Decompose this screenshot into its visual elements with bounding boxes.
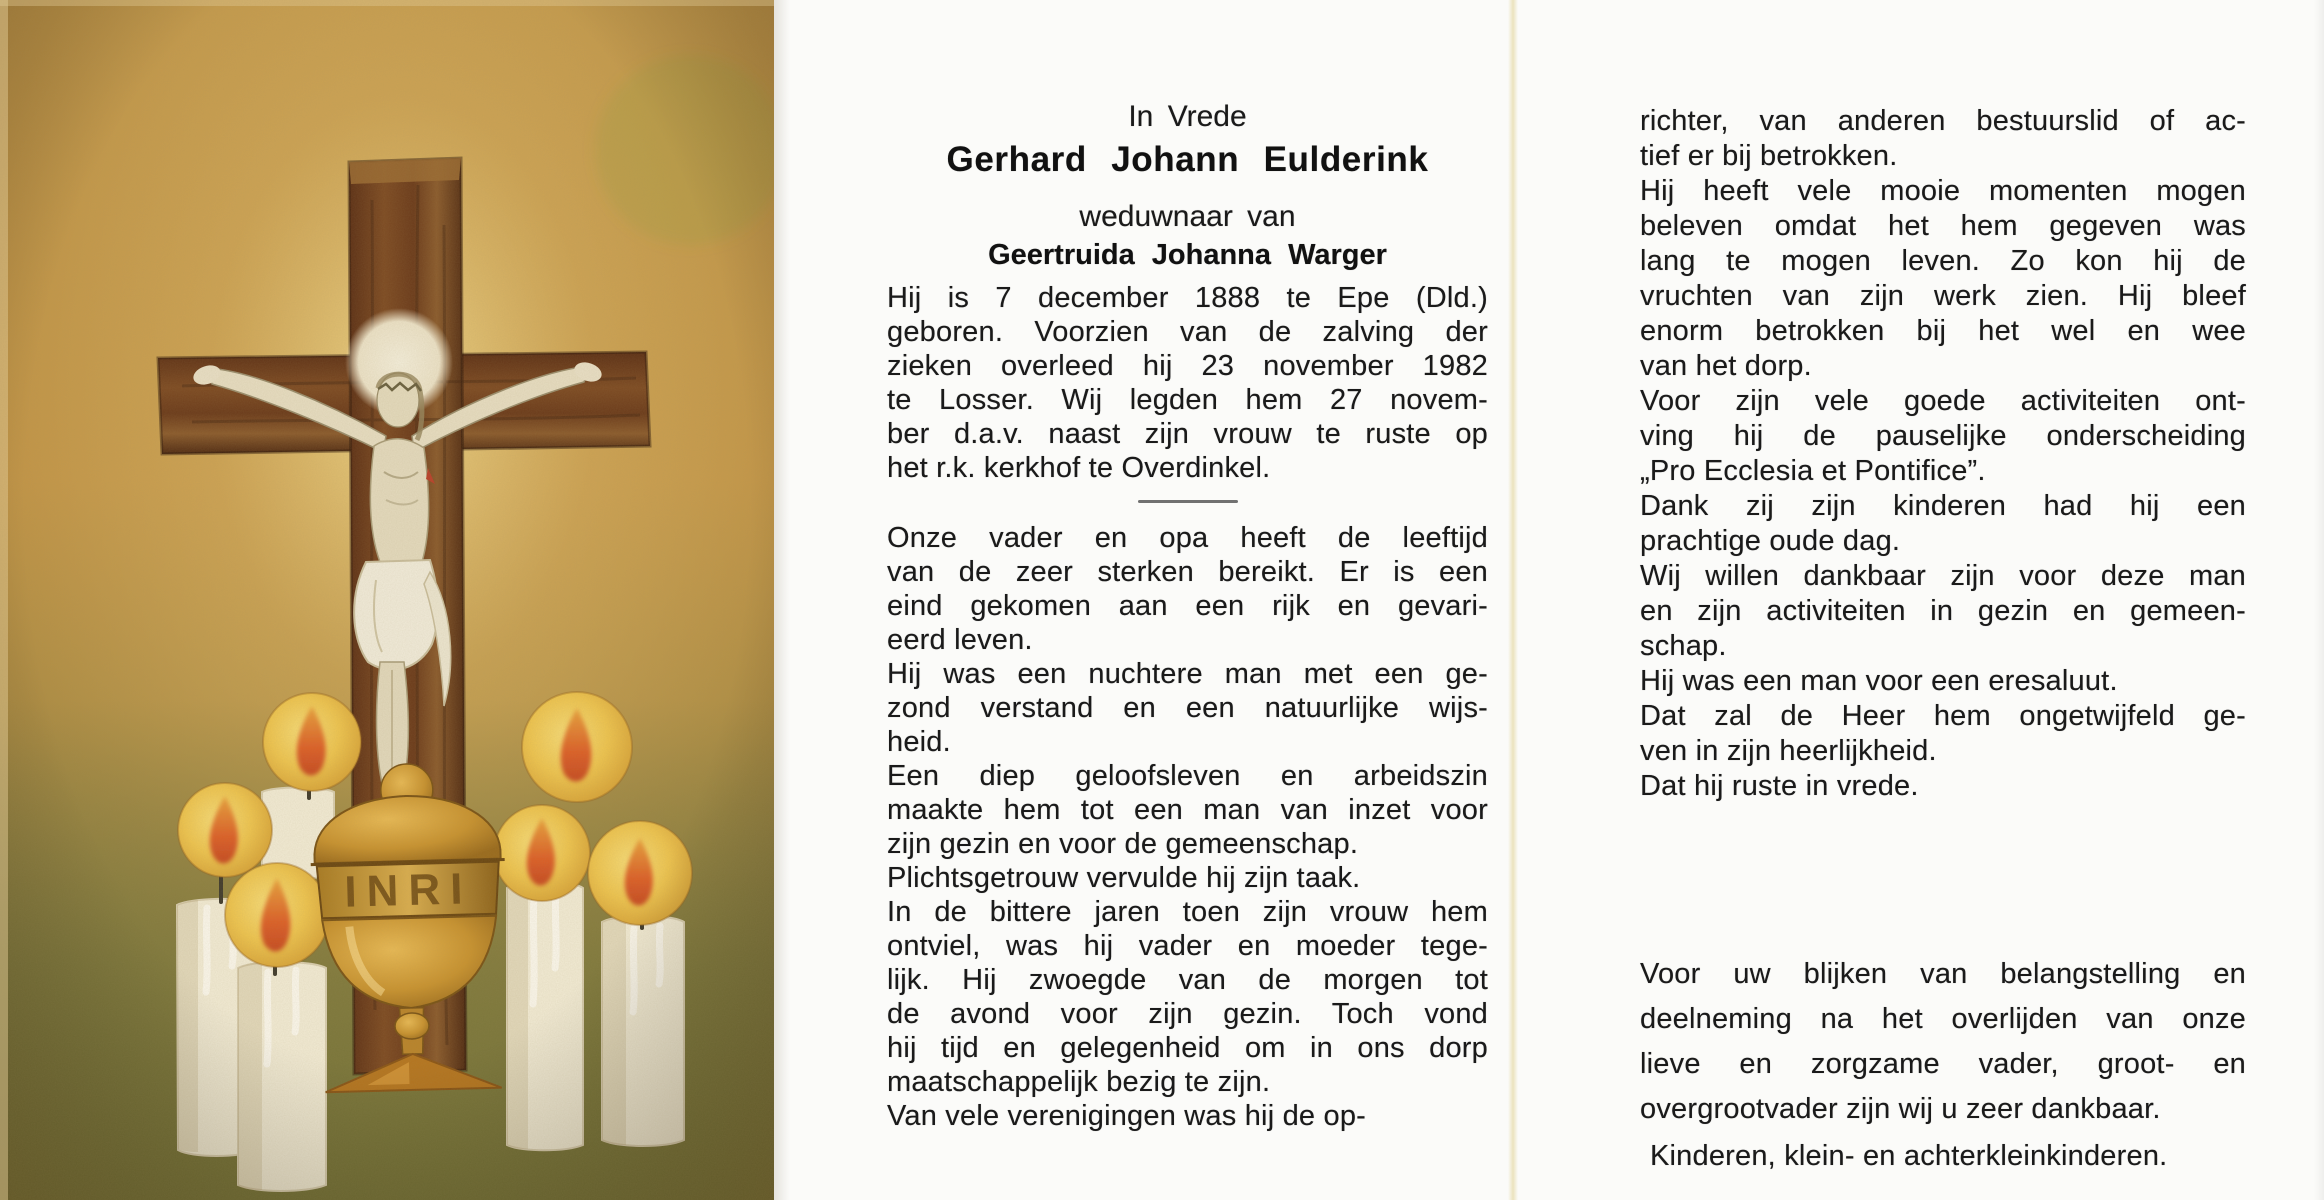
text-line: vruchten van zijn werk zien. Hij bleef <box>1640 280 2246 312</box>
text-line: zieken overleed hij 23 november 1982 <box>887 350 1488 382</box>
text-line: en zijn activiteiten in gezin en gemeen- <box>1640 595 2246 627</box>
artwork-panel <box>0 0 774 1200</box>
text-line: Dat hij ruste in vrede. <box>1640 770 1919 802</box>
text-line: tief er bij betrokken. <box>1640 140 1898 172</box>
text-line: ontviel, was hij vader en moeder tege- <box>887 930 1488 962</box>
text-line: Hij was een nuchtere man met een ge- <box>887 658 1488 690</box>
text-line: lijk. Hij zwoegde van de morgen tot <box>887 964 1488 996</box>
section-divider <box>1138 500 1238 503</box>
in-peace-heading: In Vrede <box>1128 100 1247 133</box>
crucifix-painting <box>0 0 774 1200</box>
deceased-name: Gerhard Johann Eulderink <box>946 140 1429 179</box>
acknowledgement-paragraph <box>1640 952 2246 1132</box>
text-line: zond verstand en een natuurlijke wijs- <box>887 692 1488 724</box>
text-line: beleven omdat het hem gegeven was <box>1640 210 2246 242</box>
text-line: In de bittere jaren toen zijn vrouw hem <box>887 896 1488 928</box>
text-line: Van vele verenigingen was hij de op- <box>887 1100 1367 1132</box>
text-line: ber d.a.v. naast zijn vrouw te ruste op <box>887 418 1488 450</box>
eulogy-continuation <box>1640 104 2246 804</box>
text-line: prachtige oude dag. <box>1640 525 1901 557</box>
canvas-grain <box>0 0 774 1200</box>
text-line: Plichtsgetrouw vervulde hij zijn taak. <box>887 862 1361 894</box>
biography-paragraph <box>887 281 1488 485</box>
text-line: Hij was een man voor een eresaluut. <box>1640 665 2118 697</box>
text-line: geboren. Voorzien van de zalving der <box>887 316 1488 348</box>
text-line: enorm betrokken bij het wel en wee <box>1640 315 2246 347</box>
text-line: Een diep geloofsleven en arbeidszin <box>887 760 1488 792</box>
text-line: lang te mogen leven. Zo kon hij de <box>1640 245 2246 277</box>
relation-line: weduwnaar van <box>1079 200 1296 233</box>
spouse-name: Geertruida Johanna Warger <box>988 239 1387 271</box>
text-line: Voor zijn vele goede activiteiten ont- <box>1640 385 2246 417</box>
text-line: overgrootvader zijn wij u zeer dankbaar. <box>1640 1093 2161 1125</box>
text-line: ven in zijn heerlijkheid. <box>1640 735 1937 767</box>
text-line: te Losser. Wij legden hem 27 novem- <box>887 384 1488 416</box>
middle-page <box>887 0 1488 1200</box>
text-line: richter, van anderen bestuurslid of ac- <box>1640 105 2246 137</box>
text-line: ving hij de pauselijke onderscheiding <box>1640 420 2246 452</box>
text-line: eind gekomen aan een rijk en gevari- <box>887 590 1488 622</box>
text-line: van de zeer sterken bereikt. Er is een <box>887 556 1488 588</box>
eulogy-text <box>887 521 1488 1133</box>
text-line: Dank zij zijn kinderen had hij een <box>1640 490 2246 522</box>
text-line: het r.k. kerkhof te Overdinkel. <box>887 452 1271 484</box>
text-line: Wij willen dankbaar zijn voor deze man <box>1640 560 2246 592</box>
text-line: „Pro Ecclesia et Pontifice”. <box>1640 455 1986 487</box>
text-line: maatschappelijk bezig te zijn. <box>887 1066 1271 1098</box>
panel-shadow <box>774 0 790 1200</box>
text-line: zijn gezin en voor de gemeenschap. <box>887 828 1359 860</box>
text-line: Hij heeft vele mooie momenten mogen <box>1640 175 2246 207</box>
text-line: Onze vader en opa heeft de leeftijd <box>887 522 1488 554</box>
text-line: Voor uw blijken van belangstelling en <box>1640 958 2246 990</box>
family-signature: Kinderen, klein- en achterkleinkinderen. <box>1650 1140 2168 1172</box>
text-line: schap. <box>1640 630 1727 662</box>
text-line: deelneming na het overlijden van onze <box>1640 1003 2246 1035</box>
right-page <box>1640 0 2246 1200</box>
text-line: de avond voor zijn gezin. Toch vond <box>887 998 1488 1030</box>
text-line: Hij is 7 december 1888 te Epe (Dld.) <box>887 282 1488 314</box>
page-edge-shade <box>2314 0 2324 1200</box>
text-line: lieve en zorgzame vader, groot- en <box>1640 1048 2246 1080</box>
text-line: Dat zal de Heer hem ongetwijfeld ge- <box>1640 700 2246 732</box>
text-line: heid. <box>887 726 951 758</box>
text-line: van het dorp. <box>1640 350 1812 382</box>
text-line: eerd leven. <box>887 624 1033 656</box>
text-line: maakte hem tot een man van inzet voor <box>887 794 1488 826</box>
fold-crease <box>1508 0 1518 1200</box>
text-line: hij tijd en gelegenheid om in ons dorp <box>887 1032 1488 1064</box>
